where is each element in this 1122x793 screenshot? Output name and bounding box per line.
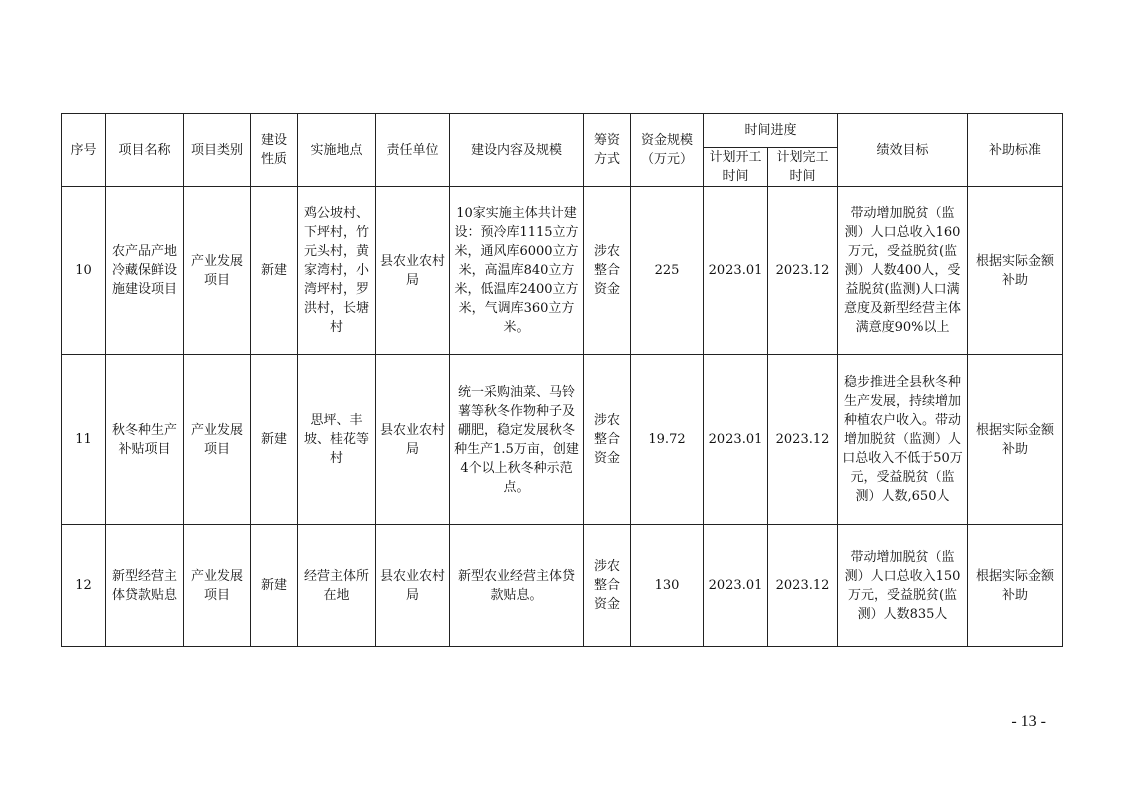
cell-seq: 11: [62, 355, 106, 525]
cell-content: 新型农业经营主体贷款贴息。: [450, 525, 584, 647]
cell-category: 产业发展项目: [184, 187, 251, 355]
cell-goal: 带动增加脱贫（监测）人口总收入160万元，受益脱贫(监测）人数400人，受益脱贫(监测)人口满意度及新型经营主体满意度90%以上: [838, 187, 968, 355]
cell-start: 2023.01: [704, 355, 768, 525]
cell-project-name: 秋冬种生产补贴项目: [106, 355, 184, 525]
header-seq: 序号: [62, 114, 106, 187]
cell-subsidy: 根据实际金额补助: [968, 187, 1063, 355]
header-end: 计划完工时间: [768, 148, 838, 187]
table-row: [62, 187, 1063, 355]
cell-responsible-unit: 县农业农村局: [376, 355, 450, 525]
header-content: 建设内容及规模: [450, 114, 584, 187]
cell-category: 产业发展项目: [184, 355, 251, 525]
header-responsible-unit: 责任单位: [376, 114, 450, 187]
cell-seq: 10: [62, 187, 106, 355]
cell-nature: 新建: [251, 525, 298, 647]
cell-location: 经营主体所在地: [298, 525, 376, 647]
cell-scale: 19.72: [631, 355, 704, 525]
cell-end: 2023.12: [768, 525, 838, 647]
cell-scale: 130: [631, 525, 704, 647]
cell-location: 思坪、丰坡、桂花等村: [298, 355, 376, 525]
cell-nature: 新建: [251, 355, 298, 525]
project-table: [61, 113, 1063, 647]
cell-responsible-unit: 县农业农村局: [376, 187, 450, 355]
cell-start: 2023.01: [704, 187, 768, 355]
cell-funding: 涉农整合资金: [584, 187, 631, 355]
header-location: 实施地点: [298, 114, 376, 187]
cell-subsidy: 根据实际金额补助: [968, 355, 1063, 525]
header-funding: 筹资方式: [584, 114, 631, 187]
table-row: [62, 355, 1063, 525]
cell-content: 10家实施主体共计建设：预冷库1115立方米，通风库6000立方米，高温库840立方米，低温库2400立方米，气调库360立方米。: [450, 187, 584, 355]
header-start: 计划开工时间: [704, 148, 768, 187]
cell-funding: 涉农整合资金: [584, 355, 631, 525]
cell-content: 统一采购油菜、马铃薯等秋冬作物种子及硼肥，稳定发展秋冬种生产1.5万亩，创建4个以上秋冬种示范点。: [450, 355, 584, 525]
table-row: [62, 525, 1063, 647]
header-project-name: 项目名称: [106, 114, 184, 187]
cell-goal: 带动增加脱贫（监测）人口总收入150万元，受益脱贫(监测）人数835人: [838, 525, 968, 647]
cell-seq: 12: [62, 525, 106, 647]
cell-nature: 新建: [251, 187, 298, 355]
cell-project-name: 新型经营主体贷款贴息: [106, 525, 184, 647]
cell-end: 2023.12: [768, 187, 838, 355]
header-nature: 建设性质: [251, 114, 298, 187]
cell-subsidy: 根据实际金额补助: [968, 525, 1063, 647]
header-progress: 时间进度: [704, 114, 838, 148]
cell-project-name: 农产品产地冷藏保鲜设施建设项目: [106, 187, 184, 355]
cell-location: 鸡公坡村、下坪村，竹元头村，黄家湾村，小湾坪村，罗洪村，长塘村: [298, 187, 376, 355]
header-category: 项目类别: [184, 114, 251, 187]
page-number: - 13 -: [1011, 713, 1046, 730]
cell-funding: 涉农整合资金: [584, 525, 631, 647]
cell-start: 2023.01: [704, 525, 768, 647]
cell-scale: 225: [631, 187, 704, 355]
cell-end: 2023.12: [768, 355, 838, 525]
cell-goal: 稳步推进全县秋冬种生产发展，持续增加种植农户收入。带动增加脱贫（监测）人口总收入不低于50万元，受益脱贫（监测）人数,650人: [838, 355, 968, 525]
cell-responsible-unit: 县农业农村局: [376, 525, 450, 647]
header-subsidy: 补助标准: [968, 114, 1063, 187]
header-goal: 绩效目标: [838, 114, 968, 187]
header-scale: 资金规模（万元）: [631, 114, 704, 187]
cell-category: 产业发展项目: [184, 525, 251, 647]
